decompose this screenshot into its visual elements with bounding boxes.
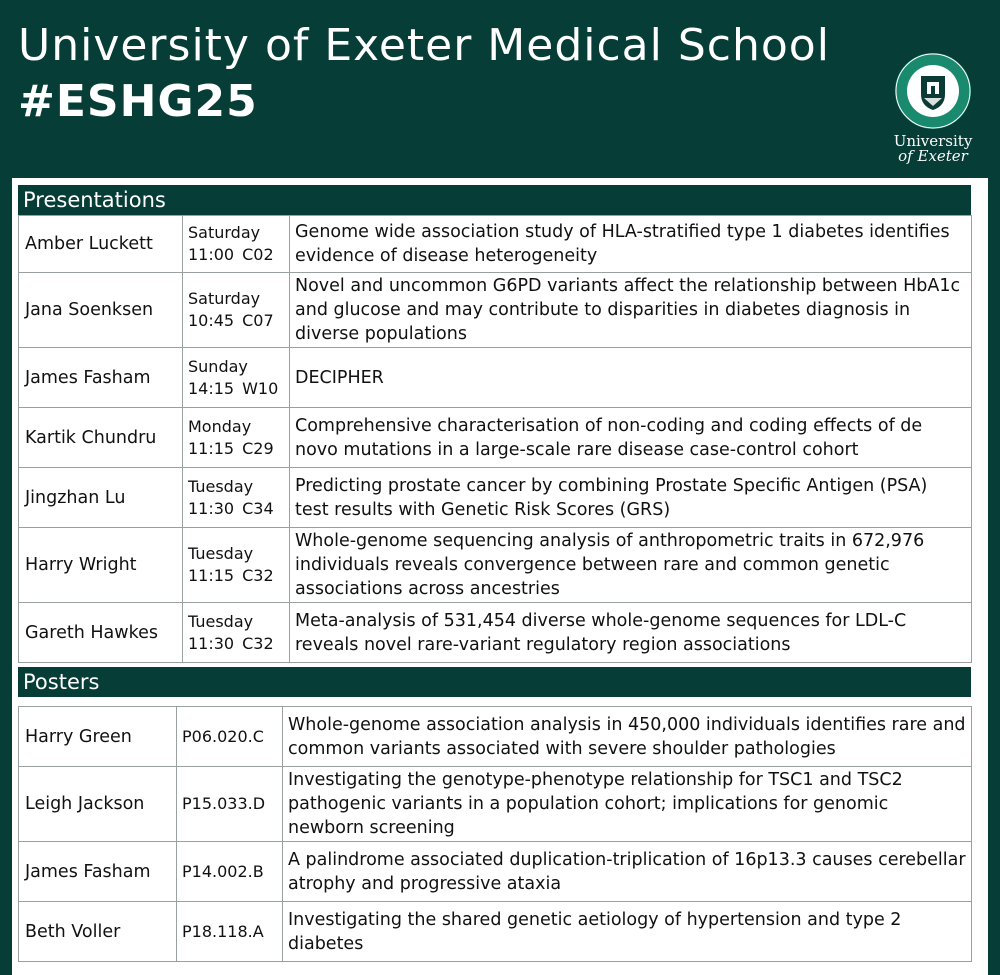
title-hashtag: #ESHG25 xyxy=(18,76,258,127)
presentation-title: Whole-genome sequencing analysis of anthropometric traits in 672,976 individuals reveals convergence between rare and common genetic associations across ancestries xyxy=(290,528,972,603)
posters-table xyxy=(18,706,972,962)
session-room: W10 xyxy=(242,378,279,398)
page-title xyxy=(18,18,830,130)
session-room: C32 xyxy=(242,633,274,653)
session-slot xyxy=(183,408,290,468)
presentation-row xyxy=(19,603,972,663)
presenter-name: Gareth Hawkes xyxy=(19,603,183,663)
presentation-row xyxy=(19,216,972,273)
session-slot xyxy=(183,528,290,603)
session-time: 10:45 xyxy=(188,311,235,330)
presenter-name: James Fasham xyxy=(19,348,183,408)
poster-author: Beth Voller xyxy=(19,902,177,962)
poster-title: Investigating the shared genetic aetiology of hypertension and type 2 diabetes xyxy=(283,902,972,962)
session-time-room xyxy=(188,438,284,460)
presentations-heading: Presentations xyxy=(18,185,971,215)
session-time-room xyxy=(188,244,284,266)
session-slot xyxy=(183,273,290,348)
session-room: C07 xyxy=(242,311,274,330)
session-day: Saturday xyxy=(188,223,261,242)
university-logo xyxy=(888,52,978,164)
presentation-title: Novel and uncommon G6PD variants affect the relationship between HbA1c and glucose and may contribute to disparities in diabetes diagnosis in diverse populations xyxy=(290,273,972,348)
poster-row xyxy=(19,842,972,902)
presenter-name: Amber Luckett xyxy=(19,216,183,273)
poster-row xyxy=(19,767,972,842)
session-slot xyxy=(183,468,290,528)
presenter-name: Jana Soenksen xyxy=(19,273,183,348)
presentation-row xyxy=(19,348,972,408)
presenter-name: Kartik Chundru xyxy=(19,408,183,468)
presentation-title: Comprehensive characterisation of non-coding and coding effects of de novo mutations in a large-scale rare disease case-control cohort xyxy=(290,408,972,468)
session-room: C32 xyxy=(242,566,274,585)
presentation-row xyxy=(19,468,972,528)
session-time-room xyxy=(188,498,284,520)
session-time-room xyxy=(188,565,284,587)
presentation-title: Genome wide association study of HLA-stratified type 1 diabetes identifies evidence of disease heterogeneity xyxy=(290,216,972,273)
poster-author: Leigh Jackson xyxy=(19,767,177,842)
logo-word-university: University xyxy=(893,132,973,150)
session-day: Saturday xyxy=(188,289,261,308)
poster-code: P15.033.D xyxy=(177,767,283,842)
session-slot xyxy=(183,348,290,408)
presentation-title: Meta-analysis of 531,454 diverse whole-genome sequences for LDL-C reveals novel rare-variant regulatory region associations xyxy=(290,603,972,663)
poster-title: A palindrome associated duplication-triplication of 16p13.3 causes cerebellar atrophy and progressive ataxia xyxy=(283,842,972,902)
title-line-1: University of Exeter Medical School xyxy=(18,20,830,71)
presenter-name: Harry Wright xyxy=(19,528,183,603)
presenter-name: Jingzhan Lu xyxy=(19,468,183,528)
presentation-title: Predicting prostate cancer by combining Prostate Specific Antigen (PSA) test results with Genetic Risk Scores (GRS) xyxy=(290,468,972,528)
poster-code: P18.118.A xyxy=(177,902,283,962)
poster-row xyxy=(19,707,972,767)
session-time-room xyxy=(188,378,284,400)
session-day: Tuesday xyxy=(188,544,254,563)
session-time: 14:15 xyxy=(188,378,235,398)
session-room: C02 xyxy=(242,245,274,264)
session-day: Monday xyxy=(188,416,252,436)
poster-title: Whole-genome association analysis in 450,000 individuals identifies rare and common variants associated with severe shoulder pathologies xyxy=(283,707,972,767)
crest-icon xyxy=(894,52,972,130)
session-room: C34 xyxy=(242,498,274,518)
session-slot xyxy=(183,216,290,273)
session-day: Sunday xyxy=(188,356,248,376)
session-time-room xyxy=(188,633,284,655)
poster-title: Investigating the genotype-phenotype relationship for TSC1 and TSC2 pathogenic variants in a population cohort; implications for genomic newborn screening xyxy=(283,767,972,842)
presentation-title: DECIPHER xyxy=(290,348,972,408)
poster-row xyxy=(19,902,972,962)
session-day: Tuesday xyxy=(188,611,254,631)
presentations-table xyxy=(18,215,972,663)
presentation-row xyxy=(19,408,972,468)
presentation-row xyxy=(19,528,972,603)
session-time: 11:30 xyxy=(188,498,235,518)
session-day: Tuesday xyxy=(188,476,254,496)
poster-code: P06.020.C xyxy=(177,707,283,767)
poster-author: Harry Green xyxy=(19,707,177,767)
session-slot xyxy=(183,603,290,663)
posters-heading: Posters xyxy=(18,667,971,697)
logo-word-exeter: of Exeter xyxy=(898,147,968,165)
session-room: C29 xyxy=(242,438,274,458)
session-time: 11:15 xyxy=(188,566,235,585)
presentation-row xyxy=(19,273,972,348)
session-time-room xyxy=(188,310,284,332)
session-time: 11:15 xyxy=(188,438,235,458)
poster-author: James Fasham xyxy=(19,842,177,902)
session-time: 11:30 xyxy=(188,633,235,653)
poster-code: P14.002.B xyxy=(177,842,283,902)
session-time: 11:00 xyxy=(188,245,235,264)
